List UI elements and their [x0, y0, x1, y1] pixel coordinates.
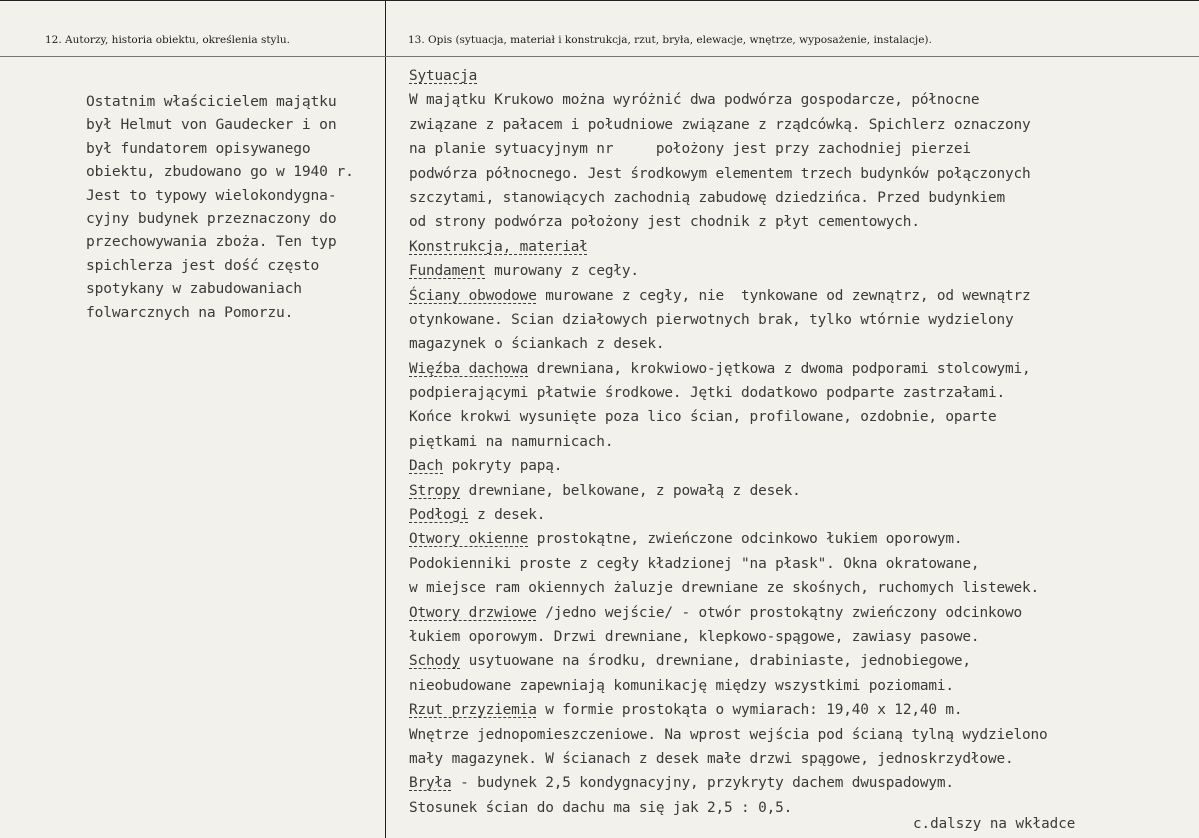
text-line	[409, 235, 1189, 259]
line-text: prostokątne, zwieńczone odcinkowo łukiem oporowym.	[528, 531, 963, 548]
text-line	[409, 576, 1189, 600]
text-line	[409, 454, 1189, 478]
line-text: Wnętrze jednopomieszczeniowe. Na wprost wejścia pod ścianą tylną wydzielono	[409, 726, 1048, 743]
line-text: w miejsce ram okiennych żaluzje drewniane ze skośnych, ruchomych listewek.	[409, 580, 1040, 597]
text-line	[409, 771, 1189, 795]
line-text: /jedno wejście/ - otwór prostokątny zwieńczony odcinkowo	[536, 604, 1023, 621]
text-line	[409, 284, 1189, 308]
continuation-note: c.dalszy na wkładce	[913, 816, 1076, 832]
text-line: spotykany w zabudowaniach	[86, 280, 302, 298]
text-line: cyjny budynek przeznaczony do	[86, 209, 337, 227]
text-line	[409, 698, 1189, 722]
line-text: mały magazynek. W ścianach z desek małe drzwi spągowe, jednoskrzydłowe.	[409, 750, 1014, 767]
text-line: folwarcznych na Pomorzu.	[86, 303, 294, 321]
section-heading: Podłogi	[409, 507, 469, 524]
line-text: drewniane, belkowane, z powałą z desek.	[460, 482, 801, 499]
section-heading: Rzut przyziemia	[409, 702, 537, 719]
text-line	[409, 137, 1189, 161]
top-border	[0, 0, 1199, 1]
text-line	[409, 649, 1189, 673]
text-line: spichlerza jest dość często	[86, 256, 320, 274]
section-heading: Bryła	[409, 775, 452, 792]
text-line: był Helmut von Gaudecker i on	[86, 116, 337, 134]
section-13-header: 13. Opis (sytuacja, materiał i konstrukcja, rzut, bryła, elewacje, wnętrze, wyposażenie, instalacje).	[408, 34, 932, 46]
line-text: murowany z cegły.	[485, 263, 639, 280]
text-line	[409, 479, 1189, 503]
line-text: związane z pałacem i południowe związane z rządcówką. Spichlerz oznaczony	[409, 116, 1031, 133]
line-text: drewniana, krokwiowo-jętkowa z dwoma podporami stolcowymi,	[528, 360, 1031, 377]
text-line	[409, 747, 1189, 771]
line-text: na planie sytuacyjnym nr położony jest przy zachodniej pierzei	[409, 141, 971, 158]
text-line	[409, 332, 1189, 356]
section-heading: Dach	[409, 458, 444, 475]
text-line: obiektu, zbudowano go w 1940 r.	[86, 163, 354, 181]
text-line	[409, 405, 1189, 429]
section-heading: Schody	[409, 653, 461, 670]
header-rule	[0, 56, 1199, 57]
text-line	[409, 186, 1189, 210]
line-text: podwórza północnego. Jest środkowym elementem trzech budynków połączonych	[409, 165, 1031, 182]
line-text: usytuowane na środku, drewniane, drabiniaste, jednobiegowe,	[460, 653, 971, 670]
line-text: murowane z cegły, nie tynkowane od zewnątrz, od wewnątrz	[536, 287, 1031, 304]
text-line	[409, 503, 1189, 527]
line-text: otynkowane. Scian działowych pierwotnych brak, tylko wtórnie wydzielony	[409, 311, 1014, 328]
line-text: w formie prostokąta o wymiarach: 19,40 x 12,40 m.	[536, 702, 963, 719]
text-line	[409, 381, 1189, 405]
text-line	[409, 601, 1189, 625]
text-line	[409, 64, 1189, 88]
section-heading: Stropy	[409, 482, 461, 499]
text-line	[409, 625, 1189, 649]
line-text: W majątku Krukowo można wyróżnić dwa podwórza gospodarcze, północne	[409, 92, 980, 109]
line-text: Podokienniki proste z cegły kładzionej "na płask". Okna okratowane,	[409, 555, 980, 572]
description-text	[409, 64, 1189, 820]
line-text: pokryty papą.	[443, 458, 563, 475]
text-line	[409, 210, 1189, 234]
line-text: piętkami na namurnicach.	[409, 433, 614, 450]
section-heading: Otwory okienne	[409, 531, 529, 548]
text-line: przechowywania zboża. Ten typ	[86, 233, 337, 251]
line-text: szczytami, stanowiących zachodnią zabudowę dziedzińca. Przed budynkiem	[409, 189, 1005, 206]
text-line: Ostatnim właścicielem majątku	[86, 93, 337, 110]
text-line	[409, 162, 1189, 186]
section-heading: Więźba dachowa	[409, 360, 529, 377]
text-line	[409, 259, 1189, 283]
section-heading: Ściany obwodowe	[409, 287, 537, 304]
column-divider	[385, 0, 386, 838]
line-text: od strony podwórza położony jest chodnik z płyt cementowych.	[409, 214, 920, 231]
section-heading: Otwory drzwiowe	[409, 604, 537, 621]
line-text: łukiem oporowym. Drzwi drewniane, klepkowo-spągowe, zawiasy pasowe.	[409, 628, 980, 645]
section-heading: Konstrukcja, materiał	[409, 238, 588, 255]
line-text: nieobudowane zapewniają komunikację między wszystkimi poziomami.	[409, 677, 954, 694]
section-heading: Fundament	[409, 263, 486, 280]
line-text: z desek.	[468, 507, 546, 524]
text-line	[409, 308, 1189, 332]
text-line	[409, 674, 1189, 698]
section-heading: Sytuacja	[409, 68, 478, 84]
line-text: podpierającymi płatwie środkowe. Jętki dodatkowo podparte zastrzałami.	[409, 385, 1005, 402]
text-line	[409, 88, 1189, 112]
text-line	[409, 552, 1189, 576]
line-text: Stosunek ścian do dachu ma się jak 2,5 : 0,5.	[409, 799, 793, 816]
text-line	[409, 357, 1189, 381]
history-text	[86, 90, 382, 324]
line-text: magazynek o ściankach z desek.	[409, 336, 665, 353]
text-line: Jest to typowy wielokondygna-	[86, 186, 337, 204]
text-line: był fundatorem opisywanego	[86, 139, 311, 157]
text-line	[409, 527, 1189, 551]
text-line	[409, 430, 1189, 454]
text-line	[409, 723, 1189, 747]
section-12-header: 12. Autorzy, historia obiektu, określenia stylu.	[45, 34, 290, 46]
line-text: - budynek 2,5 kondygnacyjny, przykryty dachem dwuspadowym.	[451, 775, 954, 792]
text-line	[409, 113, 1189, 137]
line-text: Końce krokwi wysunięte poza lico ścian, profilowane, ozdobnie, oparte	[409, 409, 997, 426]
